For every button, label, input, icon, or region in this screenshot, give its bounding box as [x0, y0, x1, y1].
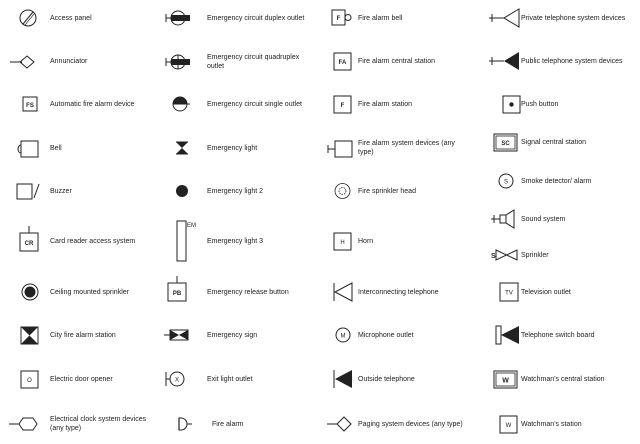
legend-item	[484, 41, 640, 81]
legend-item-label: Card reader access system	[50, 237, 136, 245]
legend-item-label: Interconnecting telephone	[358, 288, 439, 296]
legend-item	[0, 41, 160, 81]
legend-item	[322, 128, 482, 168]
icon-mark: S	[503, 179, 509, 186]
electrical-clock-system-icon	[4, 404, 48, 444]
icon-mark: W	[505, 423, 512, 429]
emergency-quadruplex-outlet-icon	[161, 42, 205, 82]
legend-item	[157, 0, 317, 38]
legend-item	[484, 315, 640, 355]
legend-item-label: Telephone switch board	[521, 331, 595, 339]
legend-item	[0, 221, 160, 261]
legend-item-label: Fire alarm bell	[358, 14, 403, 22]
legend-item	[322, 41, 482, 81]
legend-item	[322, 359, 482, 399]
legend-item	[157, 42, 317, 82]
legend-item	[322, 272, 482, 312]
legend-item	[484, 235, 640, 275]
legend-item-label: Private telephone system devices	[521, 14, 626, 22]
emergency-release-button-icon	[161, 272, 205, 312]
legend-item	[0, 315, 160, 355]
legend-item-label: Television outlet	[521, 288, 571, 296]
legend-item	[322, 171, 482, 211]
legend-item	[484, 0, 640, 38]
emergency-light-3-icon	[161, 221, 205, 261]
legend-item	[484, 359, 640, 399]
legend-item-label: Microphone outlet	[358, 331, 414, 339]
legend-item-label: Buzzer	[50, 187, 72, 195]
legend-item-label: Emergency light 3	[207, 237, 264, 245]
legend-item	[157, 128, 317, 168]
icon-mark: EM	[187, 223, 196, 229]
bell-icon	[4, 128, 48, 168]
legend-item	[157, 221, 317, 261]
legend-item-label: Emergency circuit duplex outlet	[207, 14, 305, 22]
legend-item-label: Fire alarm central station	[358, 57, 436, 65]
legend-item	[322, 84, 482, 124]
icon-mark: FA	[338, 60, 347, 66]
card-reader-icon	[4, 221, 48, 261]
legend-item-label: Sprinkler	[521, 251, 549, 259]
legend-item	[322, 0, 482, 38]
legend-item	[0, 171, 160, 211]
legend-item-label: Ceiling mounted sprinkler	[50, 288, 129, 296]
legend-item	[0, 128, 160, 168]
legend-item-label: Watchman's station	[521, 420, 582, 428]
legend-column-2	[157, 0, 317, 442]
legend-item-label: Fire sprinkler head	[358, 187, 416, 195]
legend-item-label: Fire alarm system devices (any type)	[358, 140, 455, 156]
legend-item	[484, 272, 640, 312]
legend-item	[484, 161, 640, 201]
legend-item-label: Fire alarm station	[358, 100, 413, 108]
access-panel-icon	[4, 0, 48, 38]
icon-mark: M	[340, 333, 346, 340]
legend-item-label: Outside telephone	[358, 375, 415, 383]
emergency-sign-icon	[161, 315, 205, 355]
legend-item	[157, 315, 317, 355]
legend-item-label: Push button	[521, 100, 559, 108]
legend-item	[0, 0, 160, 38]
exit-light-outlet-icon	[161, 359, 205, 399]
emergency-light-2-icon	[161, 171, 205, 211]
icon-mark: TV	[505, 290, 513, 297]
legend-item-label: Access panel	[50, 14, 92, 22]
icon-mark: H	[340, 240, 345, 246]
legend-item-label: Public telephone system devices	[521, 57, 623, 65]
legend-item-label: Exit light outlet	[207, 375, 253, 383]
legend-item	[0, 359, 160, 399]
ceiling-sprinkler-icon	[4, 272, 48, 312]
icon-mark: CR	[24, 241, 34, 247]
legend-item	[484, 122, 640, 162]
legend-item	[157, 272, 317, 312]
legend-item	[484, 84, 640, 124]
legend-item	[0, 84, 160, 124]
icon-mark: S	[491, 253, 496, 260]
icon-mark: O	[27, 378, 32, 384]
legend-item-label: Automatic fire alarm device	[50, 100, 135, 108]
legend-item-label: Emergency circuit quadruplex outlet	[207, 54, 300, 70]
electric-door-opener-icon	[4, 359, 48, 399]
legend-item-label: Annunciator	[50, 57, 88, 65]
legend-item-label: Horn	[358, 237, 374, 245]
legend-item	[157, 359, 317, 399]
icon-mark: W	[502, 377, 509, 385]
icon-mark: FS	[26, 103, 34, 109]
icon-mark: SC	[501, 141, 510, 147]
emergency-duplex-outlet-icon	[161, 0, 205, 38]
legend-item-label: Emergency light 2	[207, 187, 264, 195]
legend-item-label: Emergency light	[207, 144, 258, 152]
legend-item-label: Electrical clock system devices (any type)	[50, 416, 147, 432]
icon-mark: F	[340, 103, 345, 109]
legend-item	[157, 84, 317, 124]
legend-item-label: Bell	[50, 144, 62, 152]
legend-item-label: Emergency sign	[207, 331, 258, 339]
fire-alarm-horn-icon	[161, 404, 205, 444]
legend-item-label: Watchman's central station	[521, 375, 605, 383]
legend-item-label: Fire alarm	[212, 420, 244, 428]
annunciator-icon	[4, 41, 48, 81]
legend-item	[322, 404, 482, 444]
legend-item-label: Electric door opener	[50, 375, 113, 383]
legend-item	[484, 404, 640, 444]
legend-item	[322, 221, 482, 261]
legend-item	[322, 315, 482, 355]
legend-item	[157, 171, 317, 211]
legend-item	[484, 199, 640, 239]
legend-item-label: Smoke detector/ alarm	[521, 177, 592, 185]
legend-item-label: Emergency release button	[207, 288, 289, 296]
legend-item-label: Signal central station	[521, 138, 586, 146]
icon-mark: PB	[172, 291, 182, 297]
legend-item	[0, 272, 160, 312]
emergency-light-icon	[161, 128, 205, 168]
legend-item-label: Sound system	[521, 215, 566, 223]
legend-item-label: Emergency circuit single outlet	[207, 100, 302, 108]
city-fire-alarm-station-icon	[4, 315, 48, 355]
legend-item	[0, 404, 160, 444]
icon-mark: X	[174, 377, 180, 384]
emergency-single-outlet-icon	[161, 84, 205, 124]
icon-mark: F	[336, 16, 341, 22]
legend-item-label: Paging system devices (any type)	[358, 420, 463, 428]
legend-item	[157, 404, 317, 444]
automatic-fire-alarm-device-icon	[4, 84, 48, 124]
buzzer-icon	[4, 171, 48, 211]
legend-item-label: City fire alarm station	[50, 331, 116, 339]
legend-column-1	[0, 0, 160, 442]
legend-column-4	[484, 0, 640, 442]
legend-column-3	[322, 0, 482, 442]
